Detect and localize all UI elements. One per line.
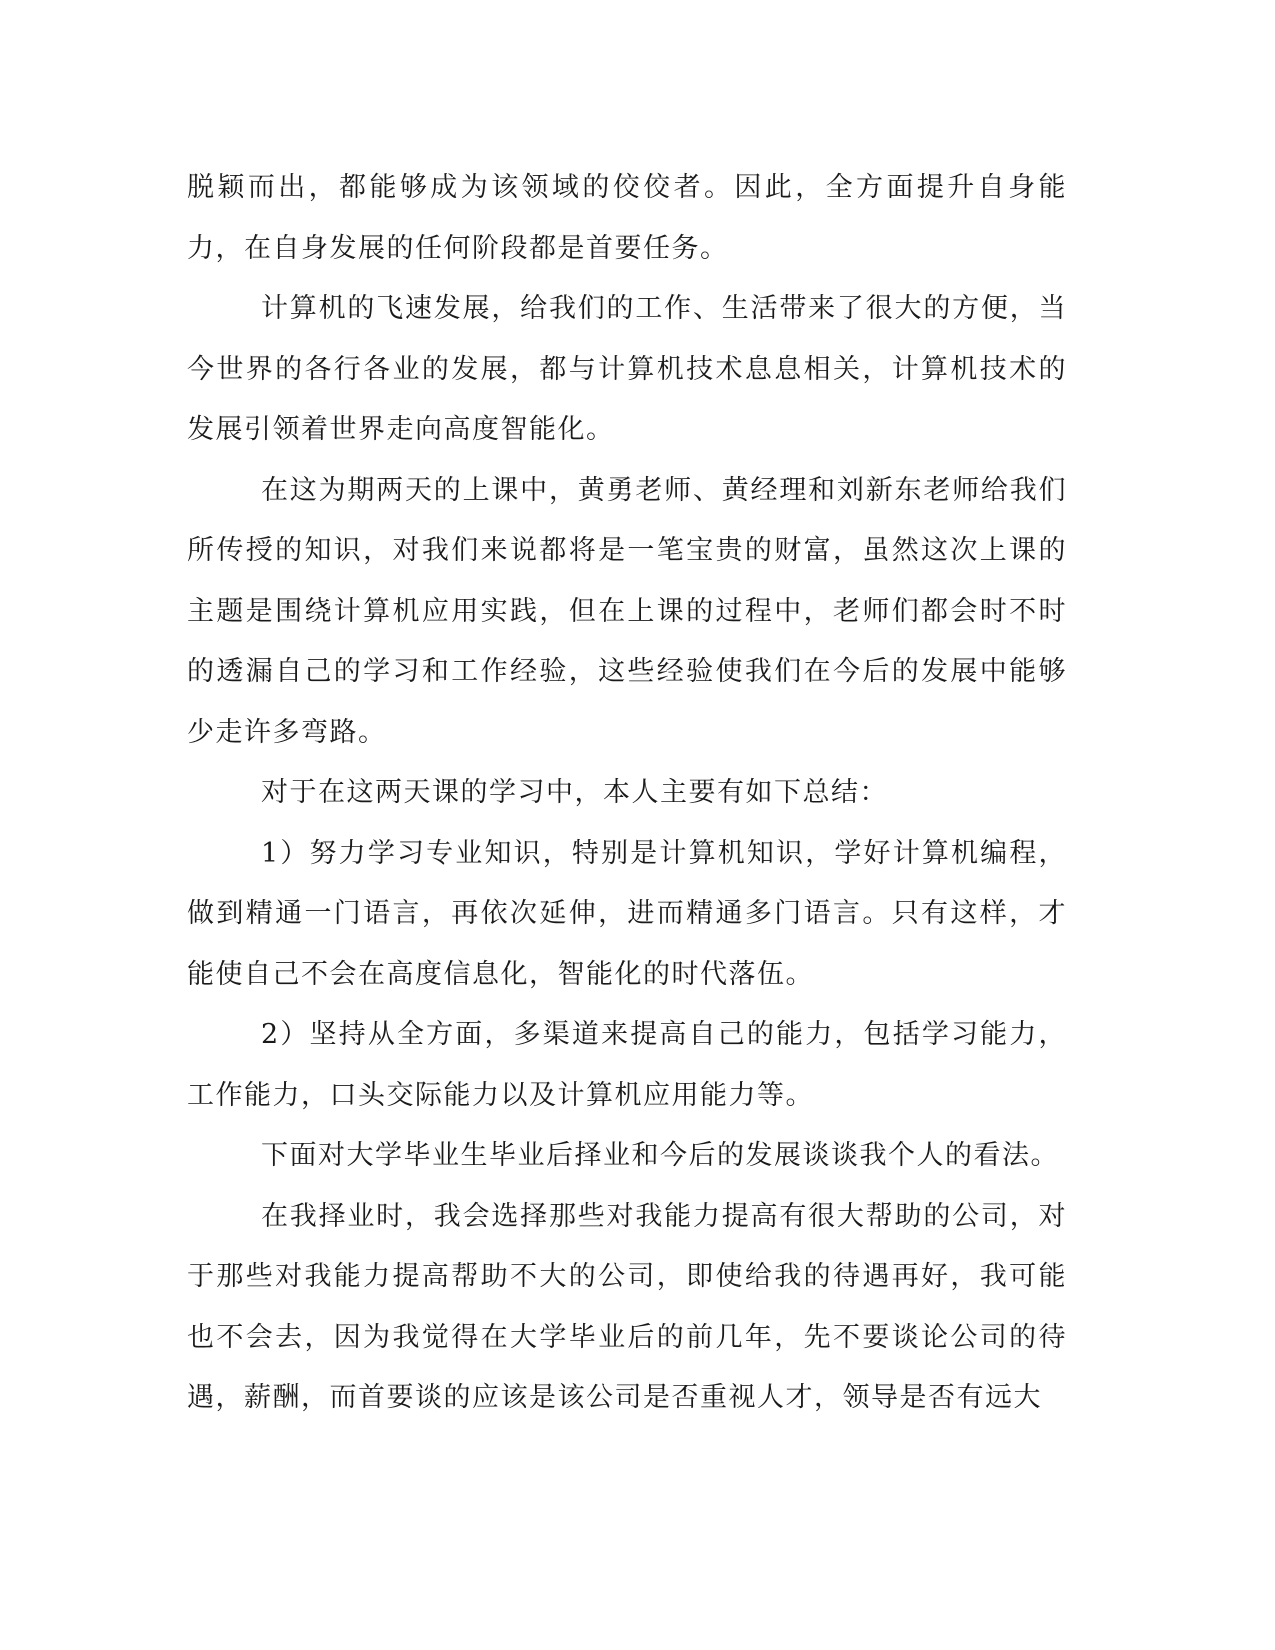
paragraph-8: 在我择业时，我会选择那些对我能力提高有很大帮助的公司，对于那些对我能力提高帮助不大的公司，即使给我的待遇再好，我可能也不会去，因为我觉得在大学毕业后的前几年，先不要谈论公司的待遇，薪酬，而首要谈的应该是该公司是否重视人才，领导是否有远大 bbox=[187, 1200, 1067, 1413]
paragraph-2: 计算机的飞速发展，给我们的工作、生活带来了很大的方便，当今世界的各行各业的发展，都与计算机技术息息相关，计算机技术的发展引领着世界走向高度智能化。 bbox=[187, 293, 1067, 445]
paragraph-6: 2）坚持从全方面，多渠道来提高自己的能力，包括学习能力，工作能力，口头交际能力以及计算机应用能力等。 bbox=[187, 1019, 1067, 1111]
paragraph-7: 下面对大学毕业生毕业后择业和今后的发展谈谈我个人的看法。 bbox=[261, 1140, 1059, 1171]
paragraph-1: 脱颖而出，都能够成为该领域的佼佼者。因此，全方面提升自身能力，在自身发展的任何阶段都是首要任务。 bbox=[187, 172, 1067, 264]
document-body bbox=[187, 158, 1067, 1429]
paragraph-3: 在这为期两天的上课中，黄勇老师、黄经理和刘新东老师给我们所传授的知识，对我们来说都将是一笔宝贵的财富，虽然这次上课的主题是围绕计算机应用实践，但在上课的过程中，老师们都会时不时的透漏自己的学习和工作经验，这些经验使我们在今后的发展中能够少走许多弯路。 bbox=[187, 474, 1067, 748]
paragraph-4: 对于在这两天课的学习中，本人主要有如下总结： bbox=[261, 777, 888, 808]
paragraph-5: 1）努力学习专业知识，特别是计算机知识，学好计算机编程，做到精通一门语言，再依次延伸，进而精通多门语言。只有这样，才能使自己不会在高度信息化，智能化的时代落伍。 bbox=[187, 837, 1067, 990]
